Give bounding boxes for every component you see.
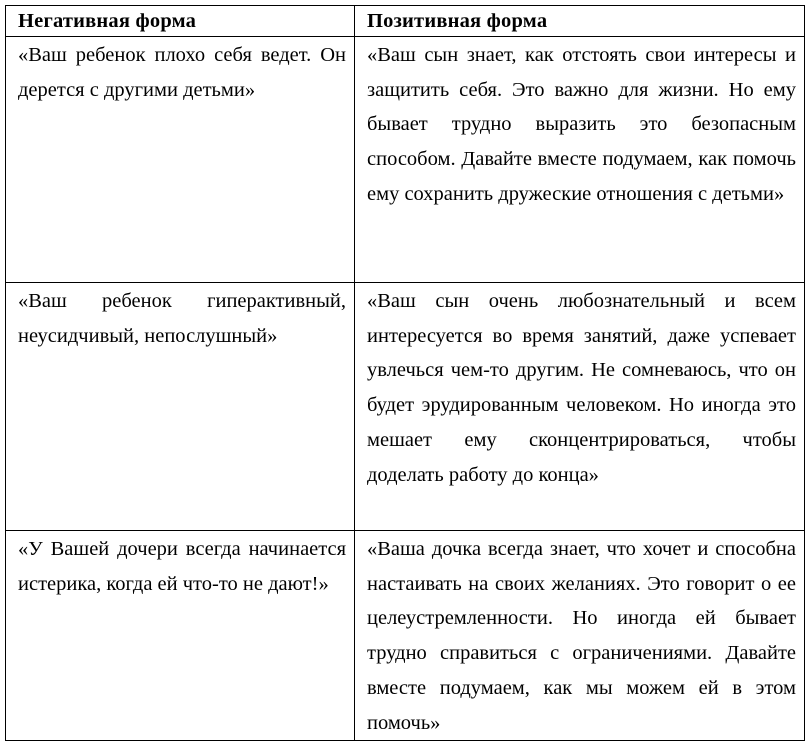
positive-cell xyxy=(355,37,805,283)
header-row xyxy=(6,6,805,37)
positive-phrase: «Ваша дочка всегда знает, что хочет и способна настаивать на своих желаниях. Это говорит о ее целеустремленности. Но иногда ей бывает трудно справиться с ограничениями. Давайте вместе подумаем, как мы можем ей в этом помочь» xyxy=(367,538,796,734)
comparison-table xyxy=(5,5,805,741)
header-negative-form: Негативная форма xyxy=(6,6,355,37)
negative-phrase: «Ваш ребенок плохо себя ведет. Он дерется с другими детьми» xyxy=(18,44,346,101)
header-positive-form: Позитивная форма xyxy=(355,6,805,37)
table-row xyxy=(6,37,805,283)
table-row xyxy=(6,531,805,741)
negative-phrase: «У Вашей дочери всегда начинается истерика, когда ей что-то не дают!» xyxy=(18,538,346,595)
positive-cell xyxy=(355,531,805,741)
negative-cell xyxy=(6,531,355,741)
table-row xyxy=(6,283,805,531)
negative-cell xyxy=(6,37,355,283)
negative-cell xyxy=(6,283,355,531)
negative-phrase: «Ваш ребенок гиперактивный, неусидчивый, непослушный» xyxy=(18,290,346,347)
positive-phrase: «Ваш сын очень любознательный и всем интересуется во время занятий, даже успевает увлечься чем-то другим. Не сомневаюсь, что он будет эрудированным человеком. Но иногда это мешает ему сконцентрироваться, чтобы доделать работу до конца» xyxy=(367,290,796,486)
positive-phrase: «Ваш сын знает, как отстоять свои интересы и защитить себя. Это важно для жизни. Но ему бывает трудно выразить это безопасным способом. Давайте вместе подумаем, как помочь ему сохранить дружеские отношения с детьми» xyxy=(367,44,796,205)
positive-cell xyxy=(355,283,805,531)
